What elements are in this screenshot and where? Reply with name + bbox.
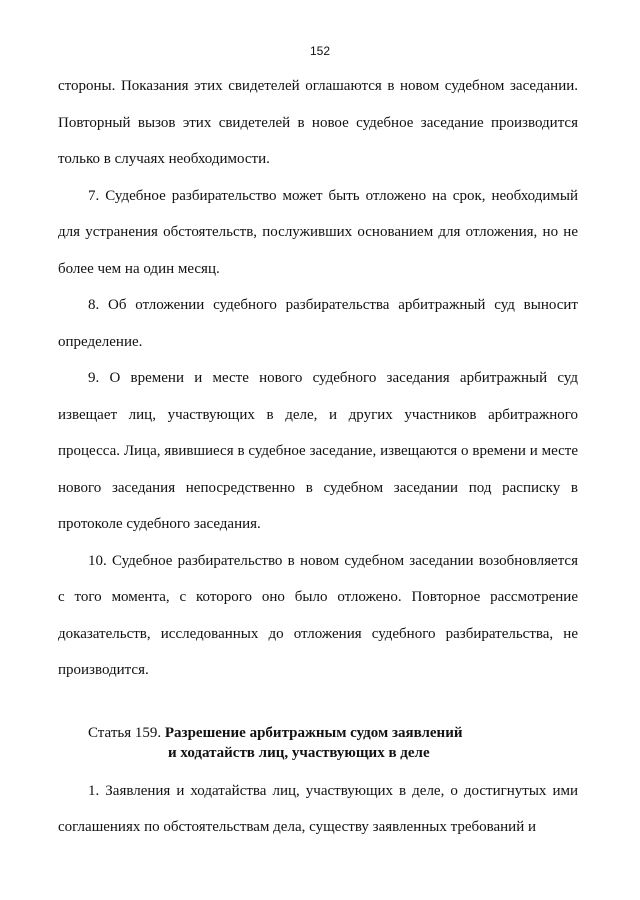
paragraph-continuation: стороны. Показания этих свидетелей оглашаются в новом судебном заседании. Повторный вызов этих свидетелей в новое судебное заседание производится только в случаях необходимости. xyxy=(58,78,578,167)
article-heading-line-1 xyxy=(58,723,578,743)
page-number: 152 xyxy=(309,44,331,58)
article-number: Статья 159. xyxy=(88,724,162,741)
paragraph-10: 10. Судебное разбирательство в новом судебном заседании возобновляется с того момента, с которого оно было отложено. Повторное рассмотрение доказательств, исследованных до отложения судебного разбирательства, не производится. xyxy=(58,552,578,678)
article-heading xyxy=(58,723,578,763)
document-body xyxy=(58,68,578,846)
article-title-part-2: и ходатайств лиц, участвующих в деле xyxy=(168,744,430,761)
article-paragraph-1: 1. Заявления и ходатайства лиц, участвующих в деле, о достигнутых ими соглашениях по обстоятельствам дела, существу заявленных требований и xyxy=(58,782,578,835)
paragraph-8: 8. Об отложении судебного разбирательства арбитражный суд выносит определение. xyxy=(58,297,578,350)
paragraph-7: 7. Судебное разбирательство может быть отложено на срок, необходимый для устранения обстоятельств, послуживших основанием для отложения, но не более чем на один месяц. xyxy=(58,187,578,277)
article-title-part-1: Разрешение арбитражным судом заявлений xyxy=(164,724,463,741)
paragraph-9: 9. О времени и месте нового судебного заседания арбитражный суд извещает лиц, участвующих в деле, и других участников арбитражного процесса. Лица, явившиеся в судебное заседание, извещаются о времени и месте нового заседания непосредственно в судебном заседании под расписку в протоколе судебного заседания. xyxy=(58,370,578,532)
